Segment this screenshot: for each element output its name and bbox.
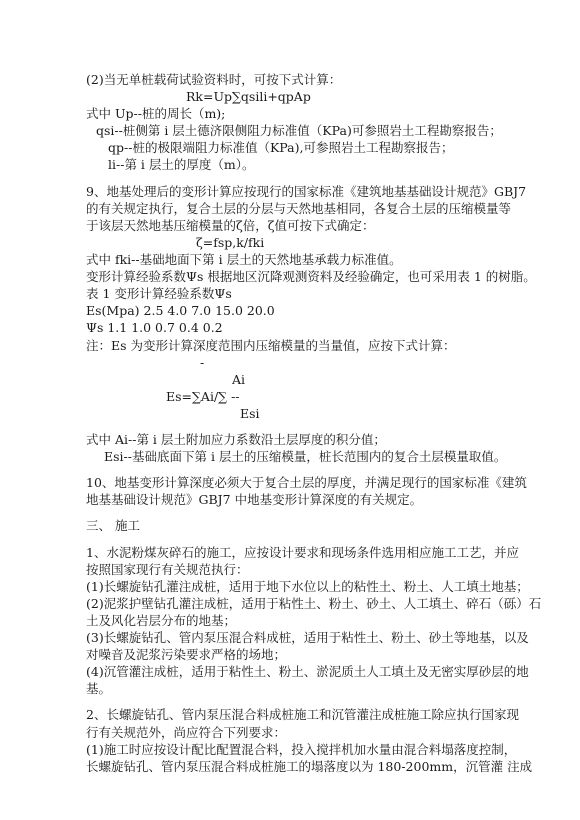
text-line: 式中 Ai--第 i 层土附加应力系数沿土层厚度的积分值； [86, 432, 386, 447]
text-line: (1)长螺旋钻孔灌注成桩，适用于地下水位以上的粘性土、粉土、人工填土地基； [86, 579, 529, 594]
text-line: 的有关规定执行，复合土层的分层与天然地基相同，各复合土层的压缩模量等 [86, 201, 512, 216]
text-line: 式中 fki--基础地面下第 i 层土的天然地基承载力标准值。 [86, 252, 402, 267]
text-line: 1、水泥粉煤灰碎石的施工，应按设计要求和现场条件选用相应施工工艺，并应 [86, 545, 519, 560]
text-line: (2)泥浆护壁钻孔灌注成桩，适用于粘性土、粉土、砂土、人工填土、碎石（砾）石 [86, 596, 542, 611]
formula-zeta: ζ=fsp,k/fki [196, 235, 265, 250]
formula-part: - [200, 355, 205, 370]
text-line: (1)施工时应按设计配比配置混合料，投入搅拌机加水量由混合料塌落度控制， [86, 742, 517, 757]
text-line: 10、地基变形计算深度必须大于复合土层的厚度，并满足现行的国家标准《建筑 [86, 475, 527, 490]
text-line: (2)当无单桩载荷试验资料时，可按下式计算： [86, 72, 342, 87]
text-line: qp--桩的极限端阻力标准值（KPa),可参照岩土工程勘察报告； [108, 140, 454, 155]
text-line: (4)沉管灌注成桩，适用于粘性土、粉土、淤泥质土人工填土及无密实厚砂层的地 [86, 664, 529, 679]
table-caption: 表 1 变形计算经验系数Ψs [86, 286, 232, 301]
text-line: (3)长螺旋钻孔、管内泵压混合料成桩，适用于粘性土、粉土、砂土等地基，以及 [86, 630, 529, 645]
text-line: 基。 [86, 681, 112, 696]
text-line: 对噪音及泥浆污染要求严格的场地； [86, 647, 287, 662]
text-line: 2、长螺旋钻孔、管内泵压混合料成桩施工和沉管灌注成桩施工除应执行国家现 [86, 707, 519, 722]
text-line: qsi--桩侧第 i 层土德济限侧阻力标准值（KPa)可参照岩土工程勘察报告； [96, 123, 502, 138]
text-line: 式中 Up--桩的周长（m); [86, 106, 226, 121]
text-line: 9、地基处理后的变形计算应按现行的国家标准《建筑地基基础设计规范》GBJ7 [86, 184, 527, 199]
formula-es: Es=∑Ai/∑ -- [166, 389, 240, 404]
formula-part: Ai [232, 372, 246, 387]
text-line: Esi--基础底面下第 i 层土的压缩模量，桩长范围内的复合土层模量取值。 [104, 449, 507, 464]
text-line: 变形计算经验系数Ψs 根据地区沉降观测资料及经验确定，也可采用表 1 的树脂。 [86, 269, 536, 284]
text-line: 地基基础设计规范》GBJ7 中地基变形计算深度的有关规定。 [86, 492, 423, 507]
section-heading: 三、 施工 [86, 518, 140, 533]
text-line: 注：Es 为变形计算深度范围内压缩模量的当量值，应按下式计算： [86, 338, 456, 353]
text-line: 长螺旋钻孔、管内泵压混合料成桩施工的塌落度以为 180-200mm，沉管灌 注成 [86, 759, 533, 774]
formula-rk: Rk=Up∑qsili+qpAp [186, 89, 311, 104]
text-line: 于该层天然地基压缩模量的ζ倍，ζ值可按下式确定： [86, 218, 375, 233]
text-line: 土及风化岩层分布的地基； [86, 613, 237, 628]
text-line: 行有关规范外，尚应符合下列要求： [86, 725, 287, 740]
text-line: 按照国家现行有关规范执行： [86, 562, 249, 577]
text-line: li--第 i 层土的厚度（m）。 [108, 157, 255, 172]
formula-part: Esi [240, 406, 260, 421]
table-row-es: Es(Mpa) 2.5 4.0 7.0 15.0 20.0 [86, 303, 275, 318]
table-row-psi: Ψs 1.1 1.0 0.7 0.4 0.2 [86, 320, 223, 335]
